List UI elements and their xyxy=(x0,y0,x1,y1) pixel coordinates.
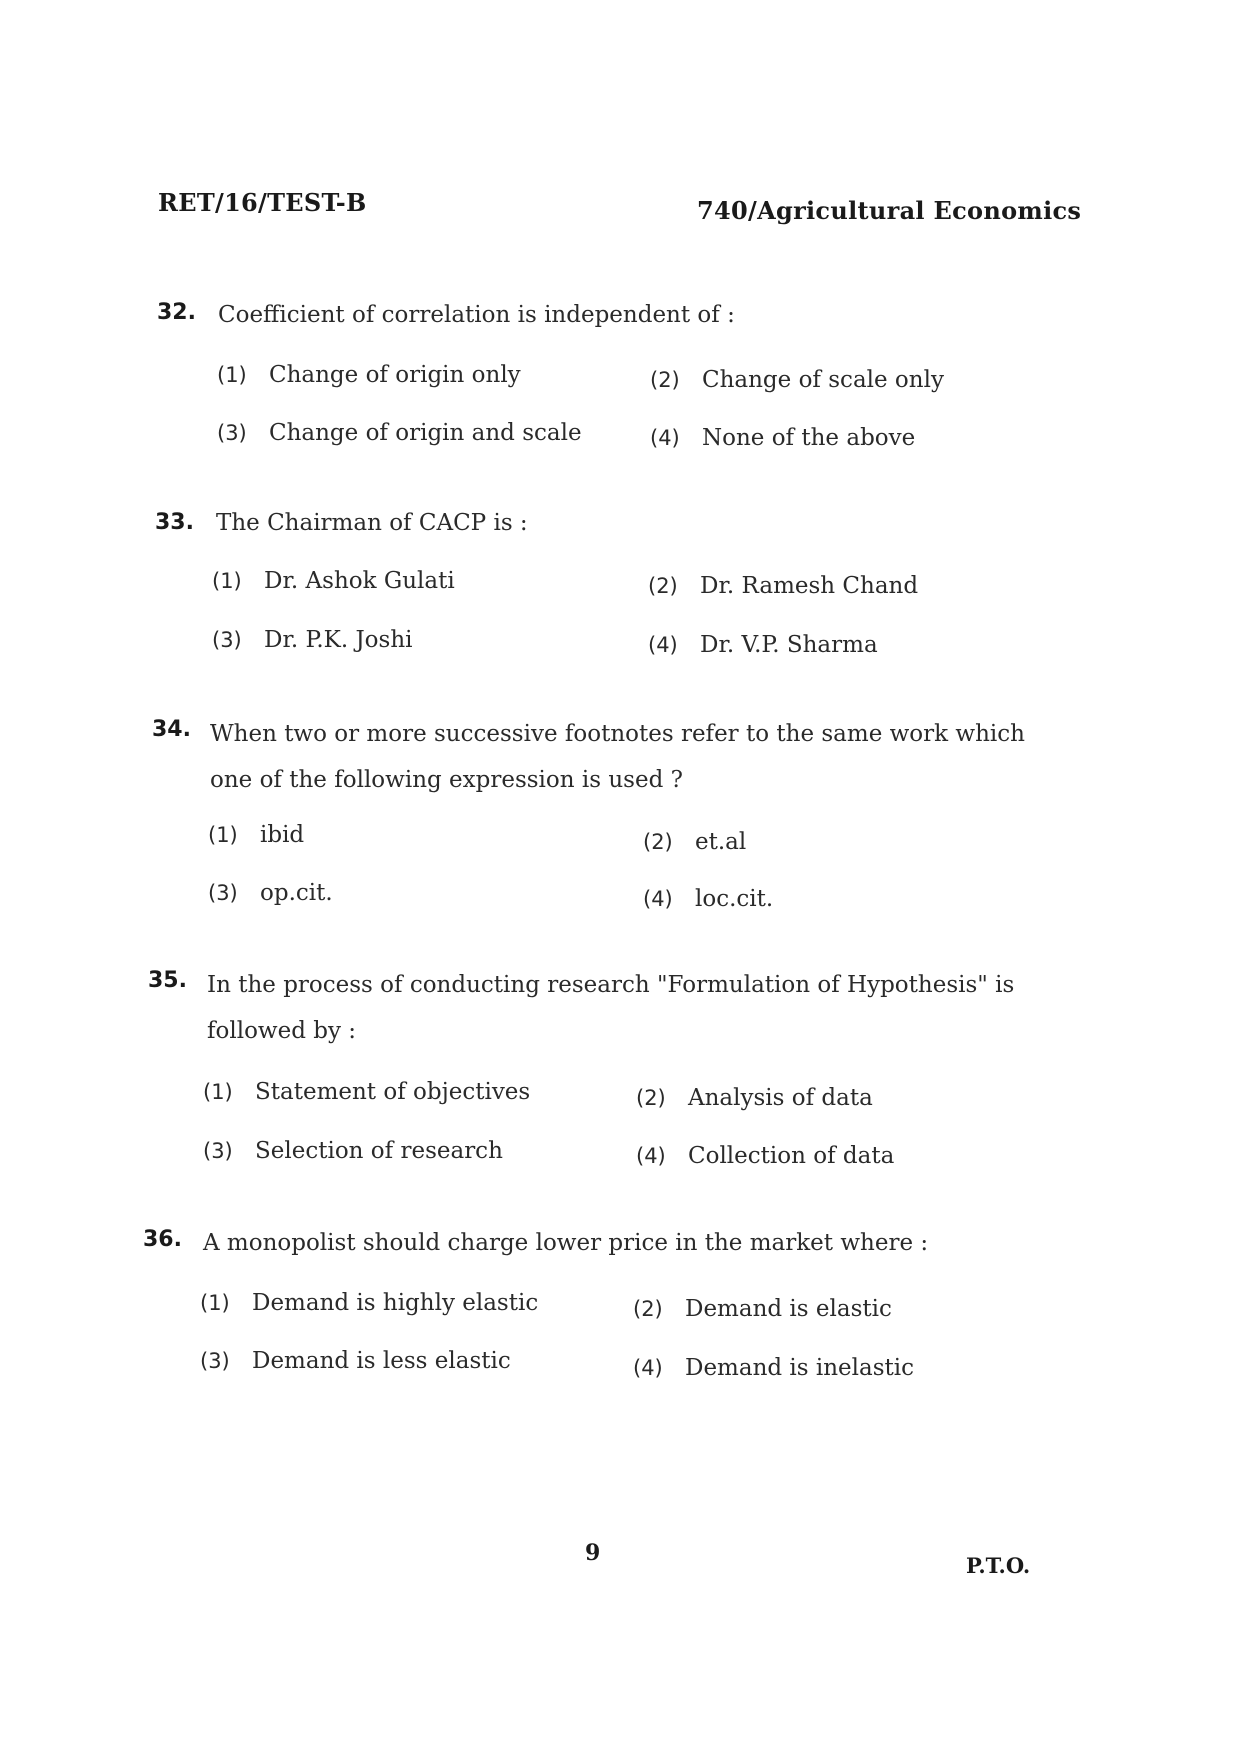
option-number: (3) xyxy=(200,1349,230,1373)
option-number: (1) xyxy=(208,823,238,847)
please-turn-over: P.T.O. xyxy=(966,1553,1031,1578)
question-number: 32. xyxy=(157,300,196,325)
option-3[interactable] xyxy=(217,420,582,446)
option-text: Change of origin only xyxy=(269,362,521,388)
option-2[interactable] xyxy=(633,1296,892,1322)
question-text-line: The Chairman of CACP is : xyxy=(216,510,528,536)
paper-code: RET/16/TEST-B xyxy=(158,188,367,217)
option-text: Demand is inelastic xyxy=(685,1355,915,1381)
option-1[interactable] xyxy=(208,822,304,848)
page-number: 9 xyxy=(585,1540,601,1566)
option-number: (2) xyxy=(648,574,678,598)
question-text-line: followed by : xyxy=(207,1018,357,1044)
option-text: Change of scale only xyxy=(702,367,944,393)
option-1[interactable] xyxy=(212,568,455,594)
option-number: (1) xyxy=(217,363,247,387)
option-text: op.cit. xyxy=(260,880,333,906)
option-text: loc.cit. xyxy=(695,886,774,912)
option-4[interactable] xyxy=(636,1143,894,1169)
option-3[interactable] xyxy=(200,1348,511,1374)
option-4[interactable] xyxy=(633,1355,914,1381)
option-number: (1) xyxy=(203,1080,233,1104)
option-text: Dr. V.P. Sharma xyxy=(700,632,878,658)
option-1[interactable] xyxy=(200,1290,538,1316)
question-number: 35. xyxy=(148,968,187,993)
option-text: Dr. P.K. Joshi xyxy=(264,627,413,653)
option-number: (4) xyxy=(633,1356,663,1380)
option-number: (2) xyxy=(636,1086,666,1110)
option-number: (1) xyxy=(200,1291,230,1315)
option-4[interactable] xyxy=(643,886,773,912)
option-1[interactable] xyxy=(203,1079,530,1105)
option-text: Selection of research xyxy=(255,1138,503,1164)
option-2[interactable] xyxy=(636,1085,873,1111)
option-text: Demand is elastic xyxy=(685,1296,892,1322)
option-4[interactable] xyxy=(650,425,915,451)
question-text xyxy=(210,711,1100,803)
option-text: Dr. Ramesh Chand xyxy=(700,573,919,599)
question-text xyxy=(203,1220,1093,1266)
option-text: Collection of data xyxy=(688,1143,895,1169)
question-text-line: A monopolist should charge lower price in the market where : xyxy=(203,1230,929,1256)
option-text: None of the above xyxy=(702,425,916,451)
question-text-line: Coefficient of correlation is independent of : xyxy=(218,302,735,328)
option-text: Change of origin and scale xyxy=(269,420,582,446)
option-4[interactable] xyxy=(648,632,878,658)
option-number: (4) xyxy=(650,426,680,450)
option-number: (3) xyxy=(217,421,247,445)
option-number: (4) xyxy=(648,633,678,657)
option-3[interactable] xyxy=(208,880,333,906)
option-number: (2) xyxy=(650,368,680,392)
option-2[interactable] xyxy=(650,367,944,393)
question-text xyxy=(216,500,1106,546)
option-text: Dr. Ashok Gulati xyxy=(264,568,455,594)
option-1[interactable] xyxy=(217,362,521,388)
option-number: (4) xyxy=(636,1144,666,1168)
option-3[interactable] xyxy=(203,1138,503,1164)
option-number: (4) xyxy=(643,887,673,911)
option-number: (3) xyxy=(203,1139,233,1163)
option-text: Demand is highly elastic xyxy=(252,1290,539,1316)
option-text: ibid xyxy=(260,822,305,848)
option-number: (1) xyxy=(212,569,242,593)
option-2[interactable] xyxy=(648,573,918,599)
question-text xyxy=(218,292,1108,338)
question-number: 36. xyxy=(143,1227,182,1252)
question-number: 33. xyxy=(155,510,194,535)
subject-title: 740/Agricultural Economics xyxy=(697,196,1082,225)
option-number: (2) xyxy=(633,1297,663,1321)
option-3[interactable] xyxy=(212,627,413,653)
question-text-line: In the process of conducting research "Formulation of Hypothesis" is xyxy=(207,972,1015,998)
question-number: 34. xyxy=(152,717,191,742)
option-number: (3) xyxy=(212,628,242,652)
question-text-line: When two or more successive footnotes refer to the same work which xyxy=(210,721,1025,747)
option-text: Statement of objectives xyxy=(255,1079,531,1105)
option-text: Demand is less elastic xyxy=(252,1348,511,1374)
option-number: (2) xyxy=(643,830,673,854)
question-text xyxy=(207,962,1097,1054)
option-number: (3) xyxy=(208,881,238,905)
option-text: Analysis of data xyxy=(688,1085,873,1111)
option-2[interactable] xyxy=(643,829,746,855)
question-text-line: one of the following expression is used ? xyxy=(210,767,683,793)
option-text: et.al xyxy=(695,829,747,855)
